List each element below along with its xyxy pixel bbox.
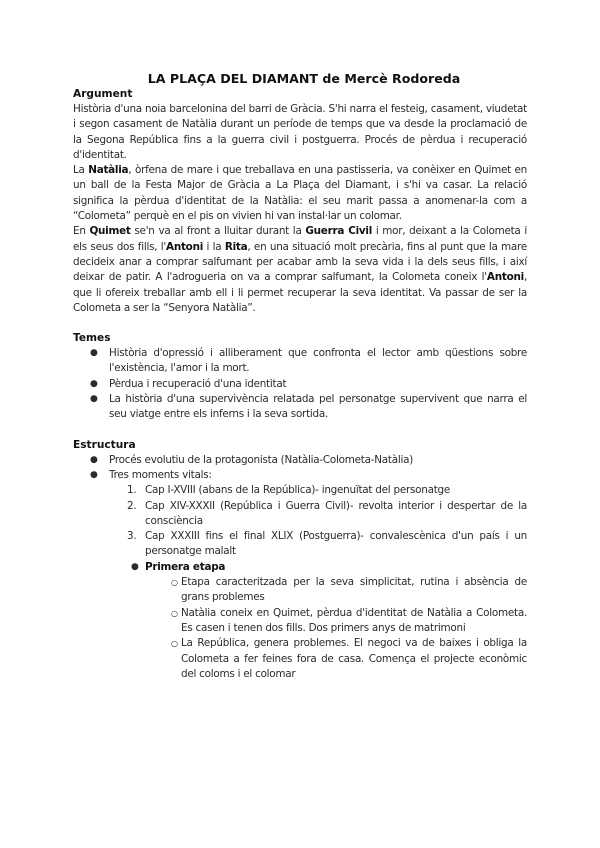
list-item xyxy=(73,346,527,377)
bullet-icon: ● xyxy=(90,348,98,359)
bold-antoni: Antoni xyxy=(486,271,524,284)
bold-natalia: Natàlia xyxy=(88,164,129,177)
text: , òrfena de mare i que treballava en una pastisseria, va conèixer en Quimet en un ball de la Festa Major de Gràcia a La Plaça del Diamant, i s'hi va casar. La relació significa la pèrdua d'identitat de la Natàlia: el seu marit passa a anomenar-la com a “Colometa” perquè en el pis on vivien hi van instal·lar un colomar. xyxy=(73,164,527,223)
list-item xyxy=(73,377,527,392)
text: , en una situació molt precària, fins al punt que la mare decideix anar a comprar salfumant per acabar amb la seva vida i la dels seus fills, i així deixar de patir. A l'adrogueria on va a comprar salfumant, la Colometa coneix l' xyxy=(73,240,527,284)
circle-bullet-icon: ○ xyxy=(171,578,178,588)
spacer xyxy=(73,316,527,331)
argument-paragraph-2 xyxy=(73,163,527,224)
document-page xyxy=(73,70,527,682)
number-marker: 1. xyxy=(127,484,137,497)
bullet-icon: ● xyxy=(90,469,98,480)
bold-guerra-civil: Guerra Civil xyxy=(305,225,373,238)
list-item-text: Natàlia coneix en Quimet, pèrdua d'identitat de Natàlia a Colometa. Es casen i tenen dos fills. Dos primers anys de matrimoni xyxy=(181,606,527,634)
sub-list-item xyxy=(73,606,527,637)
bold-quimet: Quimet xyxy=(89,225,131,238)
list-item-text: Cap XXXIII fins el final XLIX (Postguerra)- convalescènica d'un país i un personatge malalt xyxy=(145,530,527,558)
sub-list-item xyxy=(73,636,527,682)
heading-estructura: Estructura xyxy=(73,438,136,451)
circle-bullet-icon: ○ xyxy=(171,608,178,618)
bullet-icon: ● xyxy=(90,394,98,405)
heading-argument: Argument xyxy=(73,88,133,100)
list-item-text: Història d'opressió i alliberament que confronta el lector amb qüestions sobre l'existència, l'amor i la mort. xyxy=(109,347,527,375)
text: En xyxy=(73,225,90,238)
list-item-text: Procés evolutiu de la protagonista (Natàlia-Colometa-Natàlia) xyxy=(109,453,414,466)
list-item-text: La República, genera problemes. El negoci va de baixes i obliga la Colometa a fer feines fora de casa. Comença el projecte econòmic del coloms i el colomar xyxy=(181,637,527,680)
bullet-icon: ● xyxy=(90,454,98,465)
document-title: LA PLAÇA DEL DIAMANT de Mercè Rodoreda xyxy=(147,71,461,86)
bold-rita: Rita xyxy=(224,240,248,253)
number-marker: 2. xyxy=(127,499,137,512)
list-item-primera-etapa xyxy=(73,560,527,575)
heading-temes: Temes xyxy=(73,332,111,345)
argument-paragraph-1: Història d'una noia barcelonina del barri de Gràcia. S'hi narra el festeig, casament, viudetat i segon casament de Natàlia durant un període de temps que va desde la proclamació de la Segona República fins a la guerra civil i postguerra. Procés de pèrdua i recuperació d'identitat. xyxy=(73,103,527,161)
temes-list xyxy=(73,346,527,422)
list-item xyxy=(73,453,527,468)
list-item xyxy=(73,468,527,483)
text: , que li ofereix treballar amb ell i li permet recuperar la seva identitat. Va passar de ser la Colometa a ser la “Senyora Natàlia”. xyxy=(73,271,527,314)
primera-etapa-label: Primera etapa xyxy=(145,560,226,573)
numbered-item xyxy=(73,499,527,530)
list-item-text: Tres moments vitals: xyxy=(109,468,212,481)
number-marker: 3. xyxy=(127,530,137,543)
text: se'n va al front a lluitar durant la xyxy=(130,225,306,238)
bullet-icon: ● xyxy=(131,561,139,572)
list-item-text: Cap I-XVIII (abans de la República)- ingenuïtat del personatge xyxy=(145,484,451,497)
list-item-text: La història d'una supervivència relatada pel personatge supervivent que narra el seu viatge entre els inferns i la seva sortida. xyxy=(109,393,527,421)
list-item xyxy=(73,392,527,423)
sub-list-item xyxy=(73,575,527,606)
bullet-icon: ● xyxy=(90,378,98,389)
estructura-list xyxy=(73,453,527,682)
spacer xyxy=(73,423,527,438)
text: i mor, deixant a la Colometa i els seus dos fills, l' xyxy=(73,225,527,253)
bold-antoni: Antoni xyxy=(166,240,204,253)
list-item-text: Etapa caracteritzada per la seva simplicitat, rutina i absència de grans problemes xyxy=(181,576,527,604)
text: i la xyxy=(203,240,225,253)
list-item-text: Pèrdua i recuperació d'una identitat xyxy=(109,377,287,390)
numbered-item xyxy=(73,529,527,560)
list-item-text: Cap XIV-XXXII (República i Guerra Civil)- revolta interior i despertar de la consciència xyxy=(145,499,527,527)
circle-bullet-icon: ○ xyxy=(171,639,178,649)
argument-paragraph-3 xyxy=(73,224,527,316)
numbered-item xyxy=(73,483,527,498)
text: La xyxy=(73,164,89,177)
